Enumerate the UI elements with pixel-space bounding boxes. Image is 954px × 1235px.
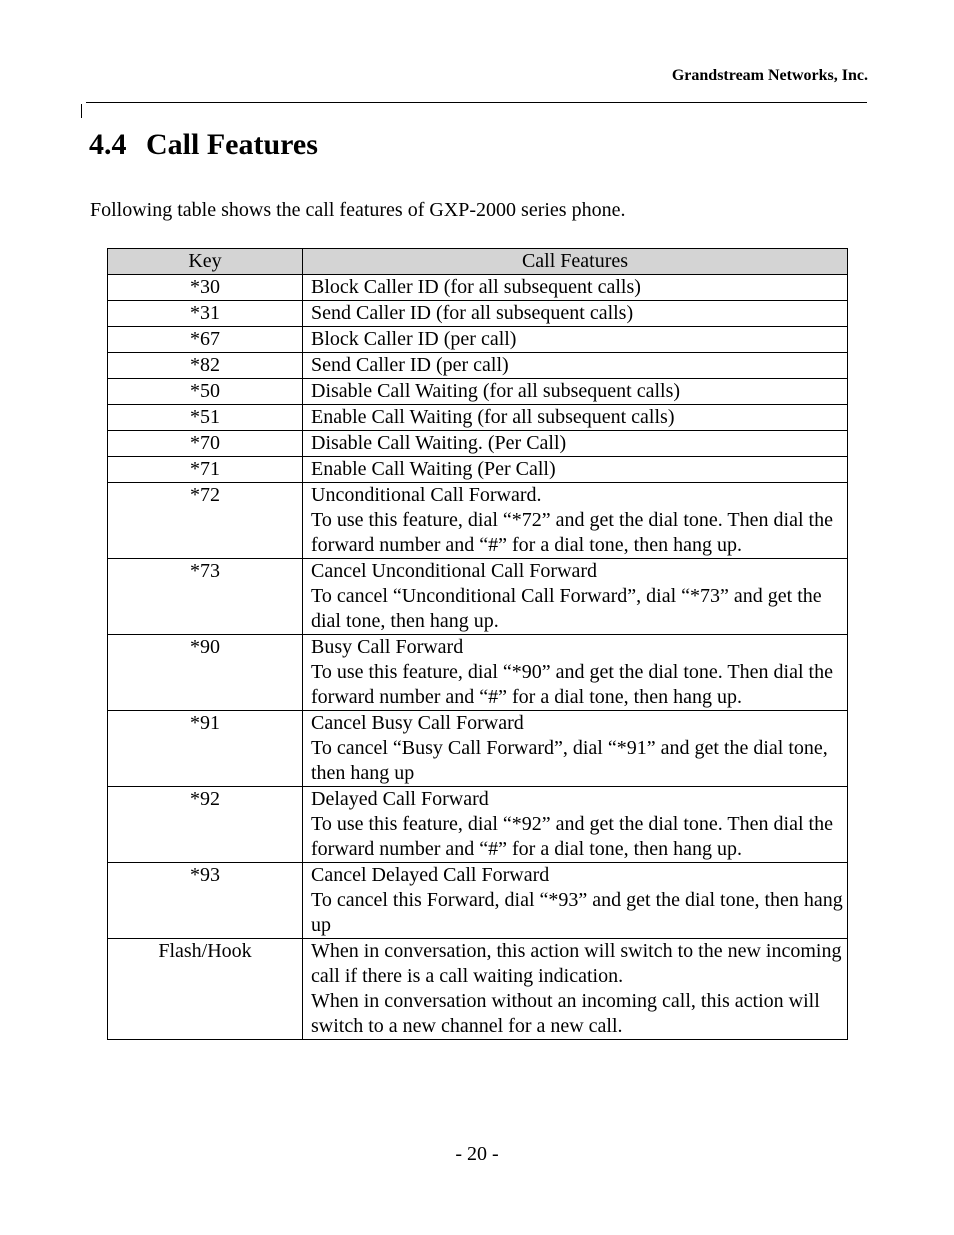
table-row — [108, 431, 848, 457]
table-row — [108, 787, 848, 863]
table-row — [108, 939, 848, 1040]
feature-key: *92 — [108, 787, 303, 863]
feature-description — [303, 483, 848, 559]
feature-key: *73 — [108, 559, 303, 635]
feature-description-line: Block Caller ID (per call) — [311, 328, 517, 350]
feature-description-line: Send Caller ID (per call) — [311, 354, 509, 376]
feature-key: *67 — [108, 327, 303, 353]
table-row — [108, 353, 848, 379]
feature-description-line: To use this feature, dial “*90” and get the dial tone. Then dial the forward number and “#” for a dial tone, then hang up. — [311, 661, 833, 708]
feature-description — [303, 431, 848, 457]
feature-key: *31 — [108, 301, 303, 327]
section-title-text: Call Features — [146, 128, 318, 161]
table-row — [108, 275, 848, 301]
feature-description — [303, 405, 848, 431]
feature-description-line: Unconditional Call Forward. — [311, 484, 542, 506]
section-title — [89, 128, 318, 162]
feature-description-line: Cancel Busy Call Forward — [311, 712, 524, 734]
feature-key: *72 — [108, 483, 303, 559]
table-row — [108, 711, 848, 787]
feature-key: Flash/Hook — [108, 939, 303, 1040]
table-row — [108, 301, 848, 327]
feature-description-line: Enable Call Waiting (for all subsequent calls) — [311, 406, 675, 428]
section-number: 4.4 — [89, 128, 127, 161]
call-features-table — [107, 248, 848, 1040]
feature-description — [303, 711, 848, 787]
table-row — [108, 635, 848, 711]
feature-description — [303, 275, 848, 301]
feature-description — [303, 939, 848, 1040]
feature-description — [303, 457, 848, 483]
header-rule — [86, 102, 867, 103]
feature-key: *30 — [108, 275, 303, 301]
table-row — [108, 457, 848, 483]
feature-description-line: Cancel Unconditional Call Forward — [311, 560, 598, 582]
feature-description-line: To cancel this Forward, dial “*93” and get the dial tone, then hang up — [311, 889, 843, 936]
feature-description-line: When in conversation without an incoming call, this action will switch to a new channel for a new call. — [311, 990, 820, 1037]
feature-description-line: Cancel Delayed Call Forward — [311, 864, 550, 886]
table-body — [108, 275, 848, 1040]
table-header-row — [108, 249, 848, 275]
feature-description — [303, 379, 848, 405]
feature-description — [303, 559, 848, 635]
feature-description-line: Enable Call Waiting (Per Call) — [311, 458, 556, 480]
feature-description-line: When in conversation, this action will switch to the new incoming call if there is a call waiting indication. — [311, 940, 842, 987]
header-company-name: Grandstream Networks, Inc. — [671, 67, 868, 84]
feature-key: *82 — [108, 353, 303, 379]
feature-description-line: Delayed Call Forward — [311, 788, 489, 810]
table-row — [108, 327, 848, 353]
table-row — [108, 379, 848, 405]
feature-key: *71 — [108, 457, 303, 483]
feature-description-line: Send Caller ID (for all subsequent calls) — [311, 302, 634, 324]
column-header-key: Key — [108, 249, 303, 275]
revision-bar — [81, 104, 82, 118]
feature-description-line: Busy Call Forward — [311, 636, 464, 658]
table-row — [108, 559, 848, 635]
feature-key: *70 — [108, 431, 303, 457]
feature-key: *50 — [108, 379, 303, 405]
feature-description-line: To cancel “Unconditional Call Forward”, dial “*73” and get the dial tone, then hang up. — [311, 585, 822, 632]
feature-description-line: Disable Call Waiting. (Per Call) — [311, 432, 567, 454]
table-row — [108, 405, 848, 431]
feature-description-line: Block Caller ID (for all subsequent calls) — [311, 276, 641, 298]
intro-paragraph: Following table shows the call features of GXP-2000 series phone. — [90, 199, 626, 221]
page-number: - 20 - — [455, 1143, 499, 1165]
feature-key: *51 — [108, 405, 303, 431]
feature-description — [303, 635, 848, 711]
table-row — [108, 863, 848, 939]
column-header-features: Call Features — [303, 249, 848, 275]
feature-description — [303, 301, 848, 327]
feature-key: *90 — [108, 635, 303, 711]
feature-description — [303, 327, 848, 353]
feature-description — [303, 863, 848, 939]
feature-description-line: To cancel “Busy Call Forward”, dial “*91” and get the dial tone, then hang up — [311, 737, 828, 784]
feature-key: *91 — [108, 711, 303, 787]
feature-description-line: Disable Call Waiting (for all subsequent calls) — [311, 380, 681, 402]
feature-key: *93 — [108, 863, 303, 939]
feature-description — [303, 787, 848, 863]
feature-description — [303, 353, 848, 379]
feature-description-line: To use this feature, dial “*92” and get the dial tone. Then dial the forward number and “#” for a dial tone, then hang up. — [311, 813, 833, 860]
table-row — [108, 483, 848, 559]
feature-description-line: To use this feature, dial “*72” and get the dial tone. Then dial the forward number and “#” for a dial tone, then hang up. — [311, 509, 833, 556]
